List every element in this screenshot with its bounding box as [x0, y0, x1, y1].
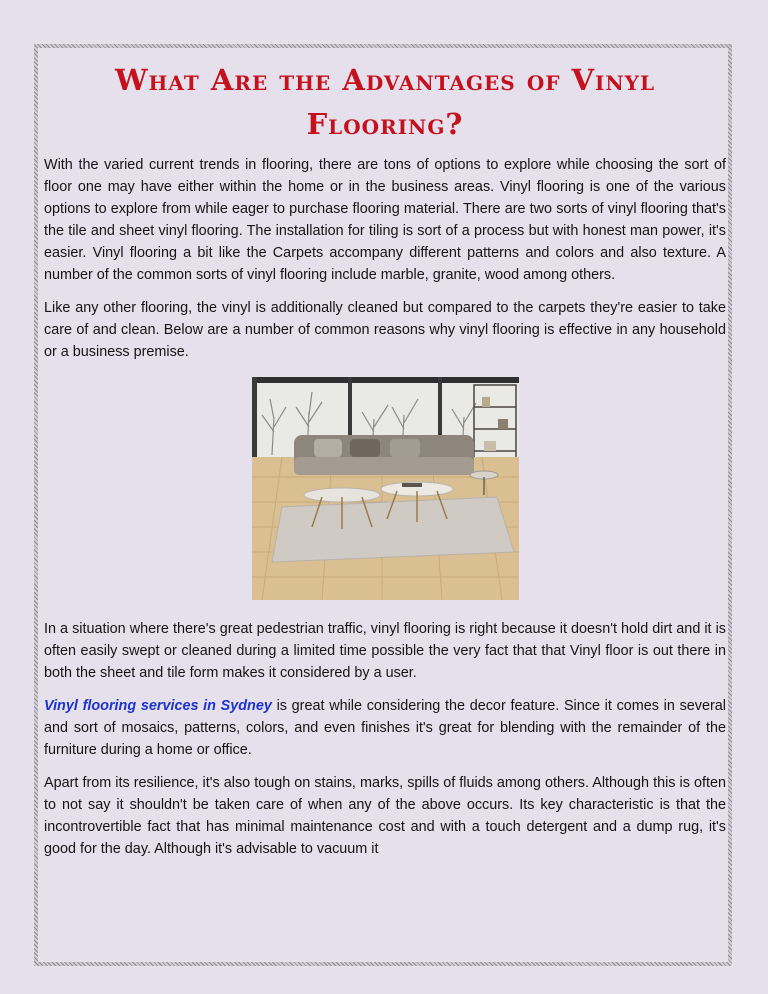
paragraph-traffic: In a situation where there's great pedestrian traffic, vinyl flooring is right because it doesn't hold dirt and it is often easily swept or cleaned during a limited time possible the very fact that that Vinyl floor is out there in both the sheet and tile form makes it considered by a user.	[44, 621, 726, 681]
paragraph-cleaning: Like any other flooring, the vinyl is additionally cleaned but compared to the carpets they're easier to take care of and clean. Below are a number of common reasons why vinyl flooring is effective in any household or a business premise.	[44, 300, 726, 360]
paragraph-intro: With the varied current trends in flooring, there are tons of options to explore while choosing the sort of floor one may have either within the home or in the business areas. Vinyl flooring is one of the various options to explore from while eager to purchase flooring material. There are two sorts of vinyl flooring that's the tile and sheet vinyl flooring. The installation for tiling is sort of a process but with honest man power, it's easier. Vinyl flooring a bit like the Carpets accompany different patterns and colors and also texture. A number of the common sorts of vinyl flooring include marble, granite, wood among others.	[44, 157, 726, 283]
living-room-photo-illustration	[252, 377, 519, 600]
vinyl-flooring-sydney-link[interactable]: Vinyl flooring services in Sydney	[44, 698, 272, 714]
title-line-1: What Are the Advantages of Vinyl	[114, 63, 656, 97]
paragraph-decor-text: is great while considering the decor feature. Since it comes in several and sort of mosaics, patterns, colors, and even finishes it's great for blending with the remainder of the furniture during a home or office.	[44, 698, 726, 758]
title-line-2: Flooring?	[306, 107, 464, 141]
paragraph-decor	[44, 695, 726, 761]
living-room-photo	[252, 377, 519, 600]
paragraph-resilience: Apart from its resilience, it's also tough on stains, marks, spills of fluids among others. Although this is often to not say it shouldn't be taken care of when any of the above occurs. Its key characteristic is that the incontrovertible fact that has minimal maintenance cost and with a touch detergent and a dump rug, it's good for the day. Although it's advisable to vacuum it	[44, 775, 726, 857]
article-title	[44, 58, 726, 146]
article-body	[44, 52, 726, 962]
